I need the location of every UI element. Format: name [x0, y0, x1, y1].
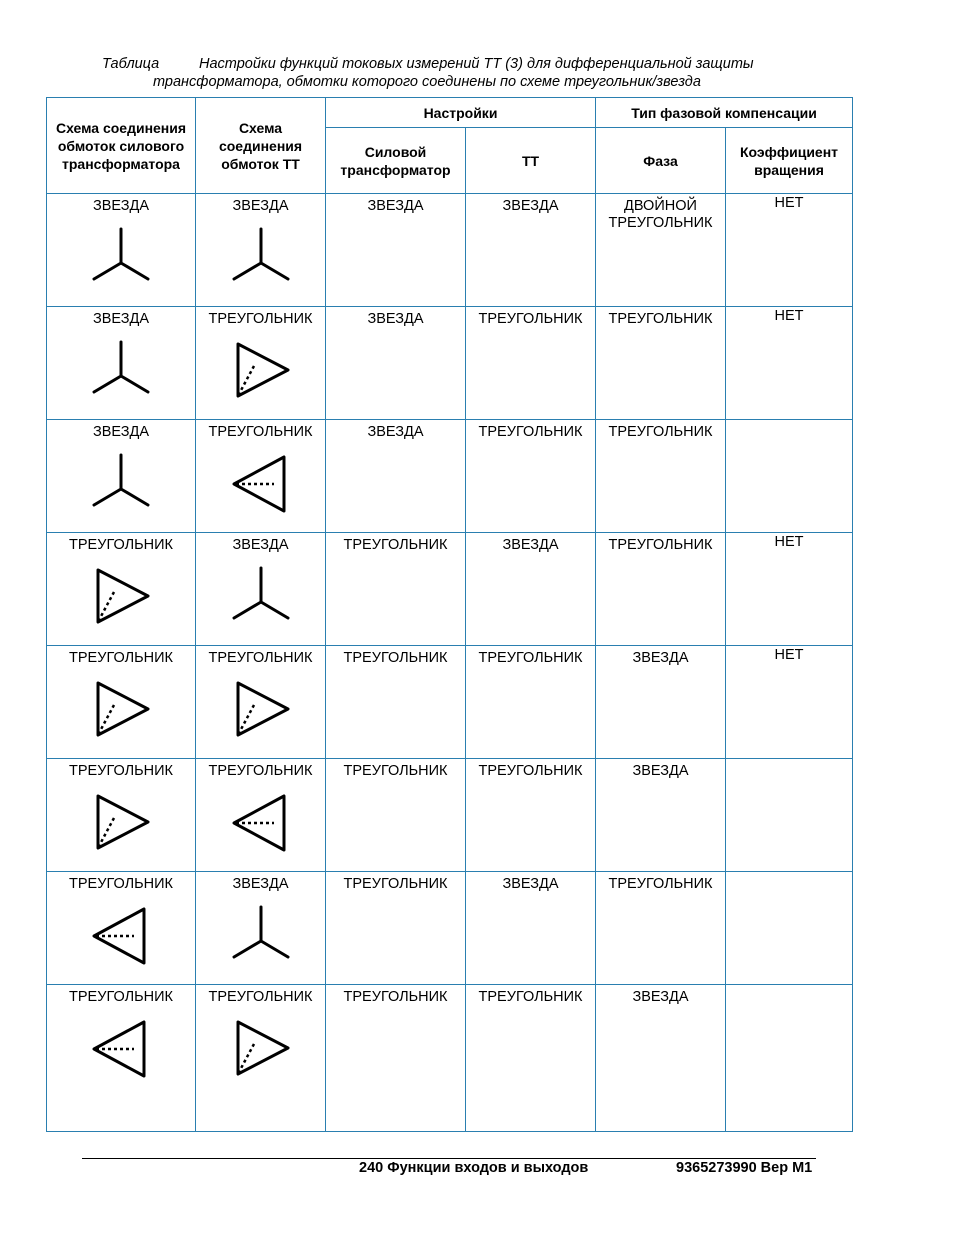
- cell-text: ТРЕУГОЛЬНИК: [478, 989, 583, 1005]
- header-ct-scheme: Схема соединения обмоток ТТ: [196, 98, 326, 194]
- table-row: [47, 646, 853, 759]
- delta-connection-right-icon: [229, 338, 293, 400]
- power-transformer-scheme-cell: [47, 759, 196, 872]
- star-connection-icon: [89, 225, 153, 287]
- phase-cell: [596, 420, 726, 533]
- header-rotation-coefficient: Коэффициент вращения: [726, 128, 853, 194]
- cell-text: ЗВЕЗДА: [632, 763, 689, 779]
- cell-text: ТРЕУГОЛЬНИК: [208, 650, 313, 666]
- power-transformer-setting-cell: [326, 646, 466, 759]
- cell-text: ЗВЕЗДА: [502, 198, 559, 214]
- rotation-coefficient-cell: [726, 307, 853, 420]
- power-transformer-scheme-cell: [47, 985, 196, 1132]
- ct-setting-cell: [466, 872, 596, 985]
- cell-text: ЗВЕЗДА: [92, 198, 150, 214]
- cell-text: ТРЕУГОЛЬНИК: [608, 311, 713, 327]
- phase-cell: [596, 533, 726, 646]
- caption-line-2: трансформатора, обмотки которого соединены по схеме треугольник/звезда: [153, 74, 701, 90]
- ct-scheme-cell: [196, 759, 326, 872]
- cell-text: ТРЕУГОЛЬНИК: [69, 763, 173, 779]
- rotation-coefficient-cell: [726, 759, 853, 872]
- cell-text: ТРЕУГОЛЬНИК: [478, 650, 583, 666]
- cell-text: ЗВЕЗДА: [502, 537, 559, 553]
- star-connection-icon: [89, 338, 153, 400]
- header-phase: Фаза: [596, 128, 726, 194]
- cell-text: ТРЕУГОЛЬНИК: [608, 537, 713, 553]
- ct-scheme-cell: [196, 194, 326, 307]
- star-connection-icon: [89, 451, 153, 513]
- caption-line-1: [102, 55, 754, 73]
- cell-text: ТРЕУГОЛЬНИК: [478, 763, 583, 779]
- delta-connection-right-icon: [89, 790, 153, 852]
- cell-text: ТРЕУГОЛЬНИК: [608, 424, 713, 440]
- rotation-coefficient-cell: [726, 872, 853, 985]
- delta-connection-left-icon: [229, 790, 293, 852]
- power-transformer-scheme-cell: [47, 646, 196, 759]
- star-connection-icon: [229, 564, 293, 626]
- rotation-coefficient-cell: [726, 420, 853, 533]
- cell-text: ТРЕУГОЛЬНИК: [343, 989, 448, 1005]
- cell-text: ДВОЙНОЙ ТРЕУГОЛЬНИК: [608, 198, 713, 231]
- table-row: [47, 307, 853, 420]
- caption-title: Настройки функций токовых измерений ТТ (3) для дифференциальной защиты: [199, 56, 754, 72]
- delta-connection-right-icon: [89, 677, 153, 739]
- table-row: [47, 533, 853, 646]
- power-transformer-setting-cell: [326, 985, 466, 1132]
- footer-doc-number: 9365273990 Вер M1: [676, 1160, 813, 1176]
- delta-connection-right-icon: [229, 677, 293, 739]
- rotation-coefficient-cell: [726, 646, 853, 759]
- cell-text: ТРЕУГОЛЬНИК: [343, 876, 448, 892]
- power-transformer-scheme-cell: [47, 533, 196, 646]
- power-transformer-scheme-cell: [47, 307, 196, 420]
- cell-text: ТРЕУГОЛЬНИК: [343, 650, 448, 666]
- header-power-transformer: Силовой трансформатор: [326, 128, 466, 194]
- cell-text: НЕТ: [774, 195, 804, 211]
- rotation-coefficient-cell: [726, 533, 853, 646]
- power-transformer-setting-cell: [326, 872, 466, 985]
- star-connection-icon: [229, 225, 293, 287]
- cell-text: ТРЕУГОЛЬНИК: [208, 989, 313, 1005]
- delta-connection-right-icon: [229, 1016, 293, 1078]
- rotation-coefficient-cell: [726, 194, 853, 307]
- footer-page-title: 240 Функции входов и выходов: [359, 1160, 589, 1176]
- power-transformer-setting-cell: [326, 194, 466, 307]
- cell-text: ЗВЕЗДА: [367, 424, 424, 440]
- cell-text: ТРЕУГОЛЬНИК: [208, 311, 313, 327]
- settings-table: [46, 97, 853, 1132]
- ct-scheme-cell: [196, 533, 326, 646]
- ct-setting-cell: [466, 985, 596, 1132]
- power-transformer-setting-cell: [326, 759, 466, 872]
- cell-text: ЗВЕЗДА: [232, 537, 289, 553]
- cell-text: НЕТ: [774, 647, 804, 663]
- phase-cell: [596, 985, 726, 1132]
- cell-text: ТРЕУГОЛЬНИК: [478, 424, 583, 440]
- star-connection-icon: [229, 903, 293, 965]
- ct-setting-cell: [466, 420, 596, 533]
- phase-cell: [596, 872, 726, 985]
- delta-connection-left-icon: [229, 451, 293, 513]
- cell-text: ЗВЕЗДА: [502, 876, 559, 892]
- cell-text: ЗВЕЗДА: [232, 876, 289, 892]
- header-phase-compensation: Тип фазовой компенсации: [596, 98, 853, 128]
- cell-text: ТРЕУГОЛЬНИК: [343, 537, 448, 553]
- cell-text: ЗВЕЗДА: [92, 311, 150, 327]
- ct-setting-cell: [466, 646, 596, 759]
- cell-text: НЕТ: [774, 308, 804, 324]
- ct-scheme-cell: [196, 646, 326, 759]
- ct-setting-cell: [466, 307, 596, 420]
- cell-text: ЗВЕЗДА: [367, 198, 424, 214]
- cell-text: ТРЕУГОЛЬНИК: [208, 763, 313, 779]
- ct-scheme-cell: [196, 420, 326, 533]
- cell-text: ТРЕУГОЛЬНИК: [69, 989, 173, 1005]
- power-transformer-scheme-cell: [47, 194, 196, 307]
- delta-connection-left-icon: [89, 1016, 153, 1078]
- ct-scheme-cell: [196, 985, 326, 1132]
- ct-scheme-cell: [196, 307, 326, 420]
- delta-connection-left-icon: [89, 903, 153, 965]
- cell-text: ТРЕУГОЛЬНИК: [208, 424, 313, 440]
- phase-cell: [596, 307, 726, 420]
- ct-setting-cell: [466, 533, 596, 646]
- ct-scheme-cell: [196, 872, 326, 985]
- table-row: [47, 985, 853, 1132]
- table-row: [47, 759, 853, 872]
- power-transformer-setting-cell: [326, 533, 466, 646]
- cell-text: ЗВЕЗДА: [632, 650, 689, 666]
- phase-cell: [596, 759, 726, 872]
- header-power-transformer-scheme: Схема соединения обмоток силового трансформатора: [47, 98, 196, 194]
- power-transformer-setting-cell: [326, 420, 466, 533]
- delta-connection-right-icon: [89, 564, 153, 626]
- footer-rule: [82, 1158, 816, 1159]
- ct-setting-cell: [466, 759, 596, 872]
- cell-text: ТРЕУГОЛЬНИК: [343, 763, 448, 779]
- table-body: [47, 194, 853, 1132]
- power-transformer-scheme-cell: [47, 420, 196, 533]
- header-ct: ТТ: [466, 128, 596, 194]
- cell-text: ЗВЕЗДА: [92, 424, 150, 440]
- table-row: [47, 194, 853, 307]
- rotation-coefficient-cell: [726, 985, 853, 1132]
- power-transformer-scheme-cell: [47, 872, 196, 985]
- power-transformer-setting-cell: [326, 307, 466, 420]
- cell-text: ТРЕУГОЛЬНИК: [69, 537, 173, 553]
- cell-text: ЗВЕЗДА: [232, 198, 289, 214]
- cell-text: ТРЕУГОЛЬНИК: [69, 876, 173, 892]
- ct-setting-cell: [466, 194, 596, 307]
- cell-text: ТРЕУГОЛЬНИК: [69, 650, 173, 666]
- table-row: [47, 420, 853, 533]
- cell-text: НЕТ: [774, 534, 804, 550]
- cell-text: ЗВЕЗДА: [367, 311, 424, 327]
- cell-text: ТРЕУГОЛЬНИК: [478, 311, 583, 327]
- phase-cell: [596, 194, 726, 307]
- phase-cell: [596, 646, 726, 759]
- header-settings: Настройки: [326, 98, 596, 128]
- cell-text: ТРЕУГОЛЬНИК: [608, 876, 713, 892]
- cell-text: ЗВЕЗДА: [632, 989, 689, 1005]
- caption-label: Таблица: [102, 56, 160, 72]
- table-row: [47, 872, 853, 985]
